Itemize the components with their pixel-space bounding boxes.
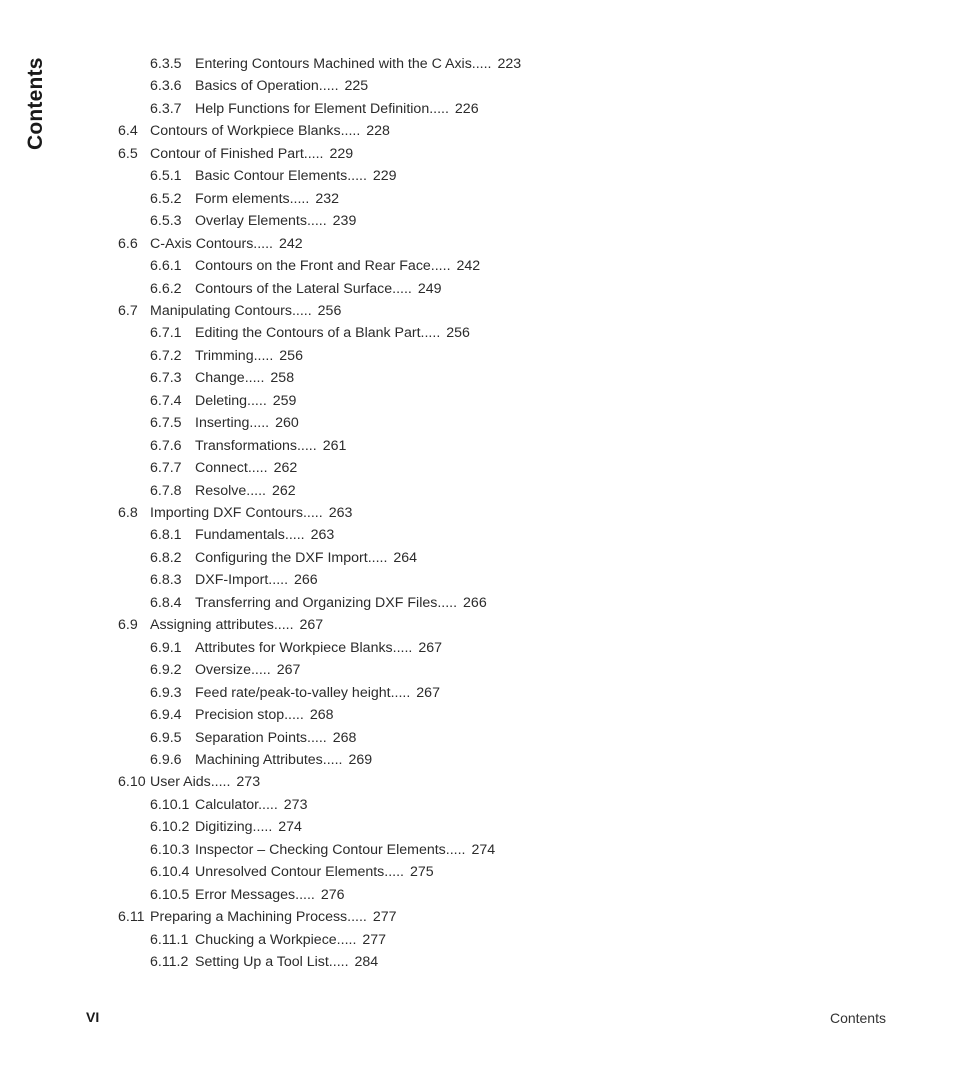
toc-entry-number: 6.3.7 <box>150 100 182 117</box>
toc-entry-number: 6.4 <box>118 123 138 140</box>
toc-entry-number: 6.9 <box>118 617 138 634</box>
toc-entry-number: 6.7.7 <box>150 460 182 477</box>
toc-entry-title: Basic Contour Elements..... <box>195 168 367 185</box>
toc-entry-number: 6.11 <box>118 909 145 926</box>
toc-entry-page: 225 <box>344 78 369 95</box>
toc-entry-number: 6.10.3 <box>150 841 190 858</box>
footer-page-number: VI <box>86 1009 100 1025</box>
toc-entry[interactable] <box>150 435 346 458</box>
toc-entry-number: 6.10.4 <box>150 864 190 881</box>
toc-entry-title: Inserting..... <box>195 415 270 432</box>
toc-entry-number: 6.7.4 <box>150 392 182 409</box>
toc-entry[interactable] <box>150 480 296 503</box>
toc-entry[interactable] <box>150 75 368 98</box>
toc-entry[interactable] <box>118 233 303 256</box>
toc-entry[interactable] <box>150 682 440 705</box>
toc-entry-title: Transformations..... <box>195 437 317 454</box>
toc-entry-number: 6.6 <box>118 235 138 252</box>
toc-entry[interactable] <box>118 614 323 637</box>
toc-entry-title: Editing the Contours of a Blank Part..... <box>195 325 441 342</box>
toc-entry-page: 262 <box>273 460 298 477</box>
toc-entry-title: Deleting..... <box>195 392 267 409</box>
toc-entry-number: 6.10 <box>118 774 146 791</box>
toc-entry-number: 6.7.5 <box>150 415 182 432</box>
toc-entry-title: Entering Contours Machined with the C Axis..... <box>195 56 492 72</box>
toc-entry-page: 226 <box>454 100 479 117</box>
toc-entry[interactable] <box>150 816 302 839</box>
toc-entry-page: 267 <box>276 662 301 679</box>
toc-entry-title: Inspector – Checking Contour Elements..... <box>195 841 466 858</box>
toc-entry-title: DXF-Import..... <box>195 572 289 589</box>
toc-entry-page: 229 <box>372 168 397 185</box>
toc-entry-number: 6.5 <box>118 145 138 162</box>
toc-entry[interactable] <box>150 794 307 817</box>
toc-entry-number: 6.11.2 <box>150 954 189 970</box>
toc-entry[interactable] <box>150 569 318 592</box>
toc-entry-title: Contours on the Front and Rear Face..... <box>195 258 451 275</box>
toc-entry-page: 242 <box>279 235 303 252</box>
toc-entry[interactable] <box>150 98 479 121</box>
toc-entry-number: 6.9.3 <box>150 684 182 701</box>
toc-entry-number: 6.10.1 <box>150 796 190 813</box>
toc-entry-page: 256 <box>317 302 342 319</box>
toc-entry-page: 268 <box>309 707 334 724</box>
toc-entry-title: Overlay Elements..... <box>195 213 327 230</box>
toc-entry-number: 6.3.6 <box>150 78 182 95</box>
toc-entry[interactable] <box>118 771 260 794</box>
toc-entry[interactable] <box>150 659 300 682</box>
toc-entry-title: Assigning attributes..... <box>150 617 294 634</box>
toc-entry-title: Attributes for Workpiece Blanks..... <box>195 639 413 656</box>
toc-entry[interactable] <box>150 637 442 660</box>
toc-entry-number: 6.7.3 <box>150 370 182 387</box>
toc-entry-page: 274 <box>471 841 496 858</box>
toc-entry-title: Oversize..... <box>195 662 271 679</box>
toc-entry[interactable] <box>150 524 334 547</box>
toc-entry-page: 261 <box>322 437 347 454</box>
toc-entry-page: 273 <box>236 774 261 791</box>
toc-entry[interactable] <box>150 749 372 772</box>
toc-entry-title: Chucking a Workpiece..... <box>195 931 357 948</box>
toc-entry-page: 284 <box>354 954 379 970</box>
toc-entry-number: 6.9.2 <box>150 662 182 679</box>
toc-entry-number: 6.6.1 <box>150 258 182 275</box>
toc-entry-number: 6.8 <box>118 505 138 521</box>
toc-entry-number: 6.9.4 <box>150 707 182 724</box>
toc-entry-page: 242 <box>456 258 481 275</box>
toc-entry-page: 258 <box>270 370 295 387</box>
toc-entry-title: Calculator..... <box>195 796 278 813</box>
toc-entry-page: 269 <box>348 751 373 768</box>
toc-entry-title: Configuring the DXF Import..... <box>195 549 388 566</box>
toc-entry[interactable] <box>118 120 390 143</box>
toc-entry-page: 249 <box>417 280 442 297</box>
toc-entry[interactable] <box>150 165 397 188</box>
toc-entry-title: Change..... <box>195 370 265 387</box>
toc-entry-number: 6.8.4 <box>150 594 182 611</box>
toc-entry-title: Contours of Workpiece Blanks..... <box>150 123 361 140</box>
toc-entry-title: Machining Attributes..... <box>195 751 343 768</box>
toc-entry[interactable] <box>150 884 345 907</box>
toc-entry-title: Connect..... <box>195 460 268 477</box>
toc-entry-page: 229 <box>329 145 354 162</box>
toc-entry[interactable] <box>150 951 378 974</box>
toc-entry-page: 232 <box>315 190 339 207</box>
toc-entry-title: Precision stop..... <box>195 707 304 724</box>
toc-entry[interactable] <box>150 345 303 368</box>
toc-entry-title: Preparing a Machining Process..... <box>150 909 367 926</box>
toc-entry[interactable] <box>150 412 299 435</box>
toc-entry[interactable] <box>118 143 353 166</box>
toc-entry-number: 6.3.5 <box>150 56 182 72</box>
toc-entry-number: 6.5.3 <box>150 213 182 230</box>
toc-entry-title: Importing DXF Contours..... <box>150 505 323 521</box>
toc-entry-title: Digitizing..... <box>195 819 273 836</box>
toc-entry-title: Transferring and Organizing DXF Files..... <box>195 594 458 611</box>
toc-entry[interactable] <box>118 906 397 929</box>
toc-entry-page: 263 <box>310 527 335 544</box>
toc-entry[interactable] <box>150 727 356 750</box>
toc-entry-title: Separation Points..... <box>195 729 327 746</box>
toc-entry-page: 273 <box>283 796 308 813</box>
toc-entry-number: 6.10.2 <box>150 819 190 836</box>
side-section-title: Contents <box>24 57 47 150</box>
toc-entry-number: 6.10.5 <box>150 886 190 903</box>
toc-entry-number: 6.9.6 <box>150 751 182 768</box>
toc-entry-page: 263 <box>328 505 353 521</box>
toc-entry-title: Contours of the Lateral Surface..... <box>195 280 412 297</box>
toc-entry-page: 277 <box>372 909 397 926</box>
toc-entry-title: Basics of Operation..... <box>195 78 339 95</box>
toc-entry-number: 6.5.2 <box>150 190 182 207</box>
toc-entry-number: 6.9.5 <box>150 729 182 746</box>
toc-entry-title: User Aids..... <box>150 774 231 791</box>
toc-entry-page: 267 <box>418 639 443 656</box>
toc-entry-number: 6.6.2 <box>150 280 182 297</box>
toc-entry[interactable] <box>150 278 442 301</box>
toc-entry[interactable] <box>150 929 386 952</box>
toc-entry[interactable] <box>150 704 334 727</box>
toc-entry-number: 6.5.1 <box>150 168 182 185</box>
toc-entry-page: 260 <box>275 415 299 432</box>
toc-entry-page: 275 <box>409 864 434 881</box>
toc-entry-title: Trimming..... <box>195 347 274 364</box>
toc-entry-page: 268 <box>332 729 357 746</box>
toc-entry[interactable] <box>150 457 297 480</box>
toc-entry-title: Form elements..... <box>195 190 310 207</box>
toc-entry-number: 6.8.1 <box>150 527 182 544</box>
toc-entry[interactable] <box>150 592 487 615</box>
toc-entry-page: 223 <box>497 56 522 72</box>
toc-entry[interactable] <box>118 300 341 323</box>
toc-entry[interactable] <box>150 255 480 278</box>
toc-entry-number: 6.7.1 <box>150 325 182 342</box>
toc-entry-page: 267 <box>416 684 440 701</box>
toc-entry-number: 6.8.2 <box>150 549 182 566</box>
toc-entry[interactable] <box>150 210 356 233</box>
toc-entry-number: 6.9.1 <box>150 639 182 656</box>
toc-entry[interactable] <box>150 322 470 345</box>
toc-entry-title: Fundamentals..... <box>195 527 305 544</box>
toc-entry-title: Feed rate/peak-to-valley height..... <box>195 684 411 701</box>
footer-title: Contents <box>829 1010 886 1026</box>
toc-entry-title: C-Axis Contours..... <box>150 235 273 252</box>
toc-entry-number: 6.7.2 <box>150 347 182 364</box>
toc-entry[interactable] <box>150 53 521 76</box>
toc-entry-page: 266 <box>294 572 318 589</box>
toc-entry-title: Manipulating Contours..... <box>150 302 312 319</box>
toc-entry-page: 276 <box>320 886 345 903</box>
toc-entry-title: Setting Up a Tool List..... <box>195 954 349 970</box>
toc-entry-number: 6.8.3 <box>150 572 182 589</box>
toc-entry-page: 277 <box>362 931 387 948</box>
toc-entry-number: 6.7.8 <box>150 482 182 499</box>
toc-entry-title: Error Messages..... <box>195 886 315 903</box>
toc-entry[interactable] <box>150 839 495 862</box>
toc-entry-page: 262 <box>271 482 296 499</box>
toc-entry-page: 259 <box>272 392 297 409</box>
toc-entry-number: 6.11.1 <box>150 931 189 948</box>
toc-entry-page: 274 <box>278 819 302 836</box>
toc-entry-number: 6.7 <box>118 302 138 319</box>
toc-entry-page: 256 <box>279 347 303 364</box>
toc-entry-title: Unresolved Contour Elements..... <box>195 864 404 881</box>
toc-entry-title: Contour of Finished Part..... <box>150 145 324 162</box>
toc-entry[interactable] <box>150 188 339 211</box>
toc-entry-number: 6.7.6 <box>150 437 182 454</box>
toc-entry-page: 256 <box>446 325 470 342</box>
toc-entry[interactable] <box>150 390 296 413</box>
toc-entry[interactable] <box>150 367 294 390</box>
toc-entry[interactable] <box>150 861 434 884</box>
toc-entry-page: 266 <box>463 594 487 611</box>
toc-entry-title: Resolve..... <box>195 482 266 499</box>
toc-entry-page: 264 <box>393 549 418 566</box>
toc-entry-title: Help Functions for Element Definition..... <box>195 100 449 117</box>
toc-entry-page: 267 <box>299 617 324 634</box>
toc-entry[interactable] <box>118 502 352 525</box>
toc-entry-page: 228 <box>366 123 390 140</box>
toc-entry-page: 239 <box>332 213 357 230</box>
toc-entry[interactable] <box>150 547 417 570</box>
